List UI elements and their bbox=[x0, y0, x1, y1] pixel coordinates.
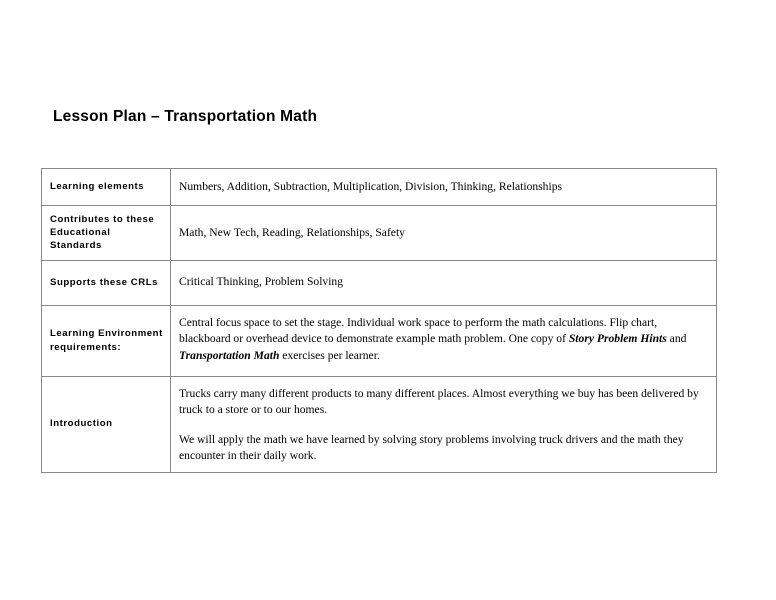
environment-emphasis-transportation-math: Transportation Math bbox=[179, 348, 280, 362]
row-label-introduction: Introduction bbox=[42, 376, 171, 472]
environment-text-part-1: Central focus space to set the stage. Individual work space to perform the math calculations. Flip chart, blackboard or overhead device to demonstrate example math problem. One copy of bbox=[179, 315, 658, 346]
table-row-learning-environment bbox=[42, 305, 717, 376]
row-label-supports-crls: Supports these CRLs bbox=[42, 260, 171, 305]
table-row-educational-standards bbox=[42, 206, 717, 261]
row-value-learning-elements: Numbers, Addition, Subtraction, Multiplication, Division, Thinking, Relationships bbox=[171, 169, 717, 206]
environment-paragraph bbox=[179, 315, 706, 364]
table-row-supports-crls bbox=[42, 260, 717, 305]
row-value-supports-crls: Critical Thinking, Problem Solving bbox=[171, 260, 717, 305]
row-label-learning-elements: Learning elements bbox=[42, 169, 171, 206]
table-row-introduction bbox=[42, 376, 717, 472]
row-label-educational-standards: Contributes to these Educational Standards bbox=[42, 206, 171, 261]
page-title: Lesson Plan – Transportation Math bbox=[53, 108, 318, 125]
row-value-learning-environment bbox=[171, 305, 717, 376]
row-value-introduction bbox=[171, 376, 717, 472]
introduction-paragraph-2: We will apply the math we have learned by solving story problems involving truck drivers and the math they encounter in their daily work. bbox=[179, 432, 684, 463]
row-label-learning-environment: Learning Environment requirements: bbox=[42, 305, 171, 376]
environment-text-part-2: and bbox=[666, 332, 687, 346]
row-value-educational-standards: Math, New Tech, Reading, Relationships, Safety bbox=[171, 206, 717, 261]
lesson-plan-table bbox=[41, 168, 717, 473]
environment-emphasis-story-problem-hints: Story Problem Hints bbox=[568, 332, 667, 346]
table-row-learning-elements bbox=[42, 169, 717, 206]
environment-text-part-3: exercises per learner. bbox=[279, 348, 380, 362]
introduction-paragraph-1: Trucks carry many different products to many different places. Almost everything we buy has been delivered by truck to a store or to our homes. bbox=[179, 386, 699, 417]
